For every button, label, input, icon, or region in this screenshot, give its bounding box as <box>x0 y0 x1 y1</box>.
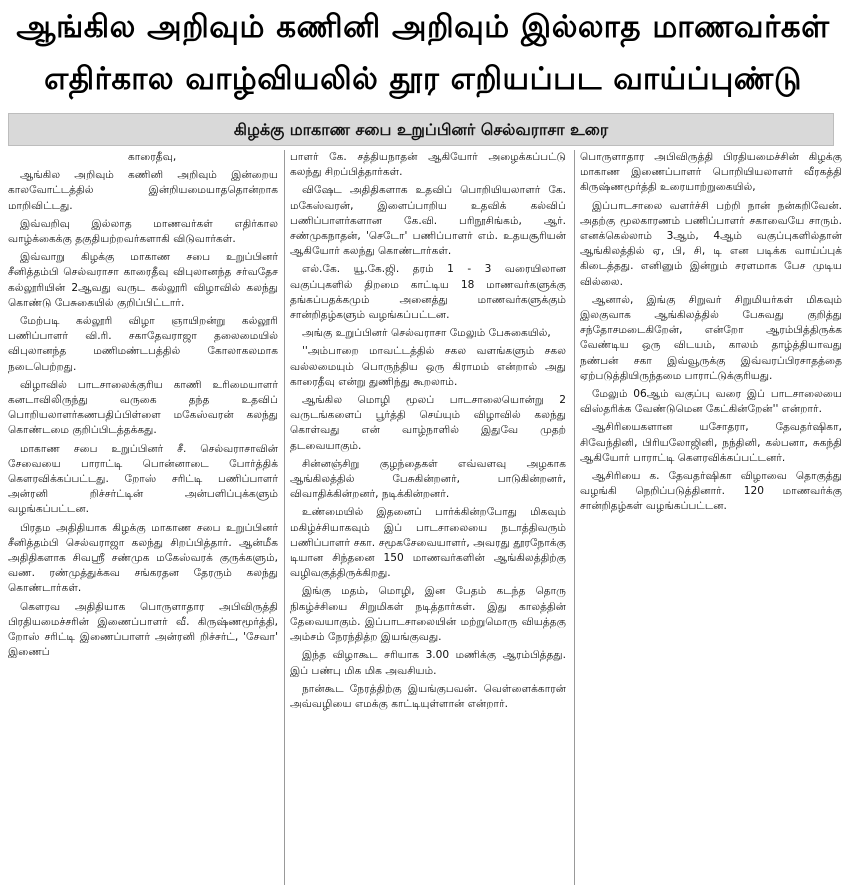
headline-line-2: எதிர்கால வாழ்வியலில் தூர எறியப்பட வாய்ப்புண்டு <box>44 61 802 97</box>
paragraph: விழாவில் பாடசாலைக்குரிய காணி உரிமையாளர் கனடாவிலிருந்து வருகை தந்த உதவிப் பொறியலாளர்கணபதிப்பிள்ளை மகேஸ்வரன் கலந்து கொண்டமை குறிப்பிடத்தக்கது. <box>8 378 278 437</box>
paragraph: இப்பாடசாலை வளர்ச்சி பற்றி நான் நன்கறிவேன். அதற்கு மூலகாரணம் பணிப்பாளர் சகாவையே சாரும். எனக்கெல்லாம் 3ஆம், 4ஆம் வகுப்புகளில்தான் ஆங்கிலத்தில் ஏ, பி, சி, டி என படிக்க வாய்ப்புக் கிடைத்தது. எனினும் இன்றும் சரளமாக பேச முடிய வில்லை. <box>580 199 842 288</box>
article-column-3 <box>580 150 842 885</box>
paragraph: உண்மையில் இதனைப் பார்க்கின்றபோது மிகவும் மகிழ்ச்சியாகவும் இப் பாடசாலையை நடாத்திவரும் பணிப்பாளர் சகா. சமூகசேவையாளர், அவரது தூரநோக்கு டியான சிந்தனை 150 மாணவர்களின் ஆங்கிலத்திற்கு வழிவகுத்திருக்கிறது. <box>290 506 566 580</box>
article-column-2 <box>290 150 566 885</box>
paragraph: நான்கூட நேரத்திற்கு இயங்குபவன். வெள்ளைக்காரன் அவ்வழியை எமக்கு காட்டியுள்ளான் என்றார். <box>290 682 566 710</box>
article-column-1 <box>8 150 278 885</box>
paragraph: இவ்வாறு கிழக்கு மாகாண சபை உறுப்பினர் சீனித்தம்பி செல்வராசா காரைதீவு விபுலானந்த சர்வதேச கல்லூரியின் 2ஆவது வருட கல்லூரி விழாவில் கலந்து கொண்டு பேசுகையில் குறிப்பிட்டார். <box>8 251 278 309</box>
paragraph: பாளர் கே. சத்தியநாதன் ஆகியோர் அழைக்கப்பட்டு கலந்து சிறப்பித்தார்கள். <box>290 151 566 179</box>
subheading-banner: கிழக்கு மாகாண சபை உறுப்பினர் செல்வராசா உரை <box>8 113 834 146</box>
paragraph: எல்.கே. யூ.கே.ஜி. தரம் 1 - 3 வரையிலான வகுப்புகளில் திறமை காட்டிய 18 மாணவர்களுக்கு தங்கப்பதக்கமும் அனைத்து மாணவர்களுக்கும் சான்றிதழ்களும் வழங்கப்பட்டன. <box>290 263 566 322</box>
paragraph: ஆசிரியை க. தேவதர்ஷிகா விழாவை தொகுத்து வழங்கி நெறிப்படுத்தினார். 120 மாணவர்க்கு சான்றிதழ்கள் வழங்கப்பட்டன. <box>580 470 842 513</box>
paragraph: அங்கு உறுப்பினர் செல்வராசா மேலும் பேசுகையில், <box>302 327 551 340</box>
paragraph: மேற்படி கல்லூரி விழா ஞாயிறன்று கல்லூரி பணிப்பாளர் வி.ரி. சகாதேவராஜா தலைமையில் விபுலானந்த மணிமண்டபத்தில் கோலாகலமாக நடைபெற்றது. <box>8 315 278 373</box>
paragraph: ஆசிரியைகளான யசோதரா, தேவதர்ஷிகா, சிவேந்தினி, பிரியலோஜினி, நந்தினி, கல்பனா, சுகந்தி ஆகியோர் பாராட்டி கௌரவிக்கப்பட்டனர். <box>580 421 842 464</box>
paragraph: பிரதம அதிதியாக கிழக்கு மாகாண சபை உறுப்பினர் சீனித்தம்பி செல்வராஜா கலந்து சிறப்பித்தார். ஆன்மீக அதிதிகளாக சிவஸ்ரீ சண்முக மகேஸ்வரக் குருக்களும், வண. ரண்முத்துக்கவ சங்கரதன தேரரும் கலந்து கொண்டார்கள். <box>8 521 278 595</box>
paragraph: பொருளாதார அபிவிருத்தி பிரதியமைச்சின் கிழக்கு மாகாண இணைப்பாளர் பொறியியலாளர் வீரகத்தி கிருஷ்ணமூர்த்தி உரையாற்றுகையில், <box>580 151 842 194</box>
paragraph: இந்த விழாகூட சரியாக 3.00 மணிக்கு ஆரம்பித்தது. இப் பண்பு மிக மிக அவசியம். <box>290 649 566 677</box>
paragraph: விஷேட அதிதிகளாக உதவிப் பொறியியலாளர் கே. மகேஸ்வரன், இளைப்பாறிய உதவிக் கல்விப் பணிப்பாளர்களான கே.வி. பரிநூசிங்கம், ஆர். சண்முகநாதன், 'செடோ' பணிப்பாளர் எம். உதயசூரியன் ஆகியோர் கலந்து கொண்டார்கள். <box>290 184 566 258</box>
column-divider <box>284 150 285 885</box>
paragraph: மாகாண சபை உறுப்பினர் சீ. செல்வராசாவின் சேவையை பாராட்டி பொன்னாடை போர்த்திக் கௌரவிக்கப்பட்டது. றோஸ் சரிட்டி பணிப்பாளர் அன்ரனி றிச்சர்ட்டின் அன்பளிப்புக்களும் வழங்கப்பட்டன. <box>8 442 278 516</box>
paragraph: சின்னஞ்சிறு குழந்தைகள் எவ்வளவு அழகாக ஆங்கிலத்தில் பேசுகின்றனர், பாடுகின்றனர், விவாதிக்கின்றனர், நடிக்கின்றனர். <box>290 457 566 501</box>
dateline: காரைதீவு, <box>128 151 177 163</box>
paragraph: ஆங்கில மொழி மூலப் பாடசாலையொன்று 2 வருடங்களைப் பூர்த்தி செய்யும் விழாவில் கலந்து கொள்வது என் வாழ்நாளில் இதுவே முதற் தடவையாகும். <box>290 394 566 452</box>
paragraph: ஆங்கில அறிவும் கணினி அறிவும் இன்றைய காலவோட்டத்தில் இன்றியமையாததொன்றாக மாறிவிட்டது. <box>8 169 278 212</box>
paragraph: மேலும் 06ஆம் வகுப்பு வரை இப் பாடசாலையை விஸ்தரிக்க வேண்டுமென கேட்கின்றேன்'' என்றார். <box>580 388 842 416</box>
paragraph: இவ்வறிவு இல்லாத மாணவர்கள் எதிர்கால வாழ்க்கைக்கு தகுதியற்றவர்களாகி விடுவார்கள். <box>8 217 278 246</box>
paragraph: ''அம்பாறை மாவட்டத்தில் சகல வளங்களும் சகல வல்லமையும் பொருந்திய ஒரு கிராமம் என்றால் அது காரைதீவு என்று துணிந்து கூறலாம். <box>290 345 566 388</box>
paragraph: கௌரவ அதிதியாக பொருளாதார அபிவிருத்தி பிரதியமைச்சரின் இணைப்பாளர் வீ. கிருஷ்ணமூர்த்தி, றோஸ் சரிட்டி இணைப்பாளர் அன்ரனி றிச்சர்ட், 'சேவா' இணைப் <box>8 600 278 659</box>
column-divider <box>574 150 575 885</box>
headline-line-1: ஆங்கில அறிவும் கணினி அறிவும் இல்லாத மாணவர்கள் <box>16 9 830 45</box>
paragraph: இங்கு மதம், மொழி, இன பேதம் கடந்த தொரு நிகழ்ச்சியை சிறுமிகள் நடித்தார்கள். இது காலத்தின் தேவையாகும். இப்பாடசாலையின் மற்றுமொரு வியத்தகு அம்சம் நேரந்தித்ற இயங்குவது. <box>290 585 566 644</box>
paragraph: ஆனால், இங்கு சிறுவர் சிறுமியர்கள் மிகவும் இலகுவாக ஆங்கிலத்தில் பேசுவது குறித்து சந்தோசமடைகிறேன், என்றோ ஆரம்பித்திருக்க வேண்டிய ஒரு விடயம், காலம் தாழ்த்தியாவது நண்பன் சகா இவ்வூருக்கு இவ்வரப்பிரசாதத்தை ஏற்படுத்தியிருந்தமை பாராட்டுக்குரியது. <box>580 293 842 382</box>
